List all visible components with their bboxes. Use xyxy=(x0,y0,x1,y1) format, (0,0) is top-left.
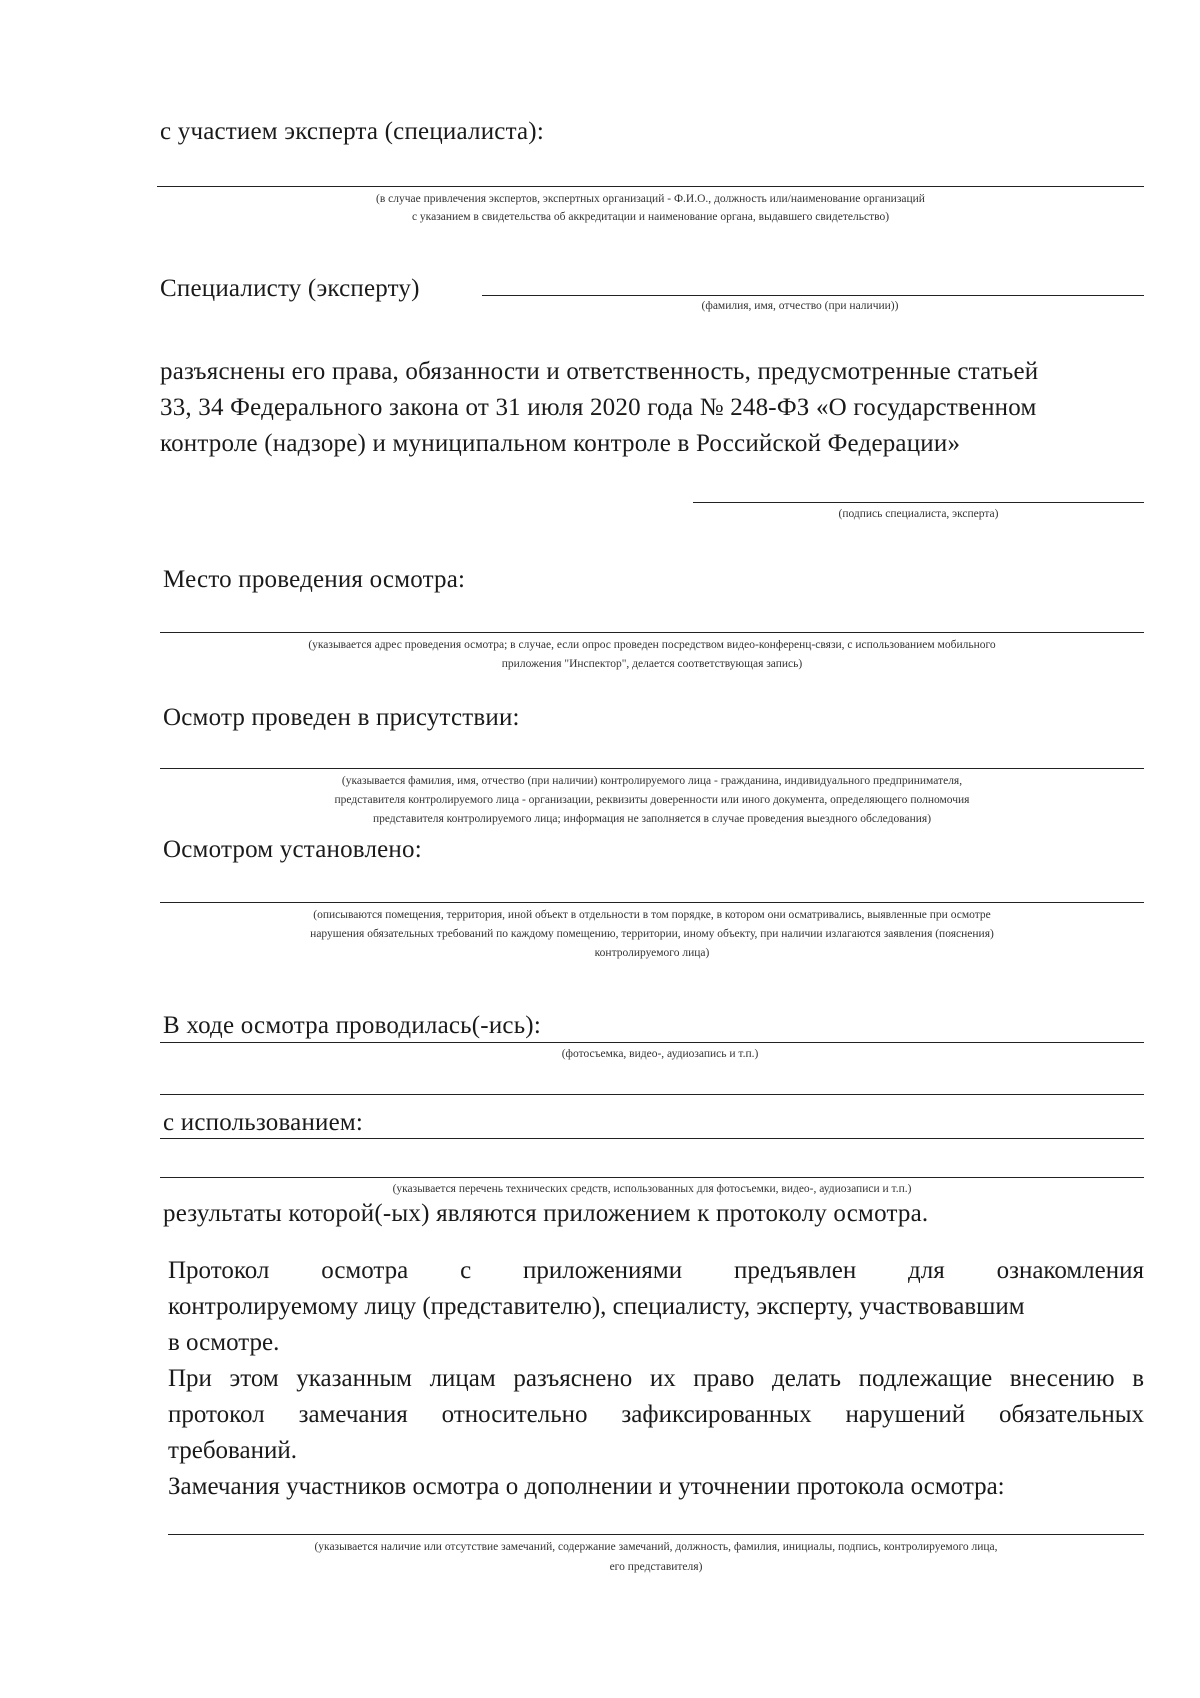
protocol-p1-line-2: контролируемому лицу (представителю), специалисту, эксперту, участвовавшим xyxy=(168,1293,1025,1320)
established-note-1: (описываются помещения, территория, иной объект в отдельности в том порядке, в котором они осматривались, выявленные при осмотре xyxy=(313,909,991,921)
rights-line-1: разъяснены его права, обязанности и ответственность, предусмотренные статьей xyxy=(160,358,1039,385)
recording-note: (фотосъемка, видео-, аудиозапись и т.п.) xyxy=(561,1048,759,1060)
established-heading: Осмотром установлено: xyxy=(163,836,422,863)
specialist-label: Специалисту (эксперту) xyxy=(160,275,420,302)
established-field[interactable] xyxy=(160,902,1144,903)
usage-note: (указывается перечень технических средств, использованных для фотосъемки, видео-, аудиозаписи и т.п.) xyxy=(392,1183,912,1195)
protocol-p1-line-1: Протокол осмотра с приложениями предъявлен для ознакомления xyxy=(168,1257,1144,1284)
rights-line-3: контроле (надзоре) и муниципальном контроле в Российской Федерации» xyxy=(160,430,961,457)
protocol-p3: Замечания участников осмотра о дополнении и уточнении протокола осмотра: xyxy=(168,1473,1005,1500)
expert-heading: с участием эксперта (специалиста): xyxy=(160,118,544,145)
remarks-field[interactable] xyxy=(168,1534,1144,1535)
presence-note-1: (указывается фамилия, имя, отчество (при наличии) контролируемого лица - гражданина, индивидуального предпринимателя, xyxy=(341,775,963,787)
usage-heading: с использованием: xyxy=(163,1109,364,1136)
presence-note-3: представителя контролируемого лица; информация не заполняется в случае проведения выездного обследования) xyxy=(372,813,932,825)
expert-note-2: с указанием в свидетельства об аккредитации и наименование органа, выдавшего свидетельство) xyxy=(411,211,890,223)
presence-note-2: представителя контролируемого лица - организации, реквизиты доверенности или иного документа, определяющего полномочия xyxy=(334,794,970,806)
recording-field[interactable] xyxy=(160,1042,1144,1043)
established-note-3: контролируемого лица) xyxy=(594,947,710,959)
place-field[interactable] xyxy=(160,632,1144,633)
protocol-p1-line-3: в осмотре. xyxy=(168,1329,280,1356)
place-note-1: (указывается адрес проведения осмотра; в случае, если опрос проведен посредством видео-конференц-связи, с использованием мобильного xyxy=(308,639,996,651)
usage-result: результаты которой(-ых) являются приложением к протоколу осмотра. xyxy=(163,1200,929,1227)
place-note-2: приложения "Инспектор", делается соответствующая запись) xyxy=(501,658,803,670)
specialist-note: (фамилия, имя, отчество (при наличии)) xyxy=(701,300,899,312)
protocol-p2-line-1: При этом указанным лицам разъяснено их право делать подлежащие внесению в xyxy=(168,1365,1144,1392)
protocol-p2-line-3: требований. xyxy=(168,1437,298,1464)
rights-line-2: 33, 34 Федерального закона от 31 июля 2020 года № 248-ФЗ «О государственном xyxy=(160,394,1037,421)
recording-extra-line[interactable] xyxy=(160,1094,1144,1095)
expert-note-1: (в случае привлечения экспертов, экспертных организаций - Ф.И.О., должность или/наименование организаций xyxy=(376,193,925,205)
specialist-signature-field[interactable] xyxy=(693,502,1144,503)
remarks-note-1: (указывается наличие или отсутствие замечаний, содержание замечаний, должность, фамилия, инициалы, подпись, контролируемого лица, xyxy=(314,1541,998,1553)
recording-heading: В ходе осмотра проводилась(-ись): xyxy=(163,1012,541,1039)
signature-note: (подпись специалиста, эксперта) xyxy=(838,508,999,520)
protocol-p2-line-2: протокол замечания относительно зафиксированных нарушений обязательных xyxy=(168,1401,1144,1428)
expert-line xyxy=(157,186,1144,187)
established-note-2: нарушения обязательных требований по каждому помещению, территории, иному объекту, при наличии излагаются заявления (пояснения) xyxy=(310,928,994,940)
place-heading: Место проведения осмотра: xyxy=(163,566,466,593)
remarks-note-2: его представителя) xyxy=(609,1561,703,1573)
presence-field[interactable] xyxy=(160,768,1144,769)
usage-field[interactable] xyxy=(160,1138,1144,1139)
presence-heading: Осмотр проведен в присутствии: xyxy=(163,704,520,731)
usage-extra-line[interactable] xyxy=(160,1177,1144,1178)
